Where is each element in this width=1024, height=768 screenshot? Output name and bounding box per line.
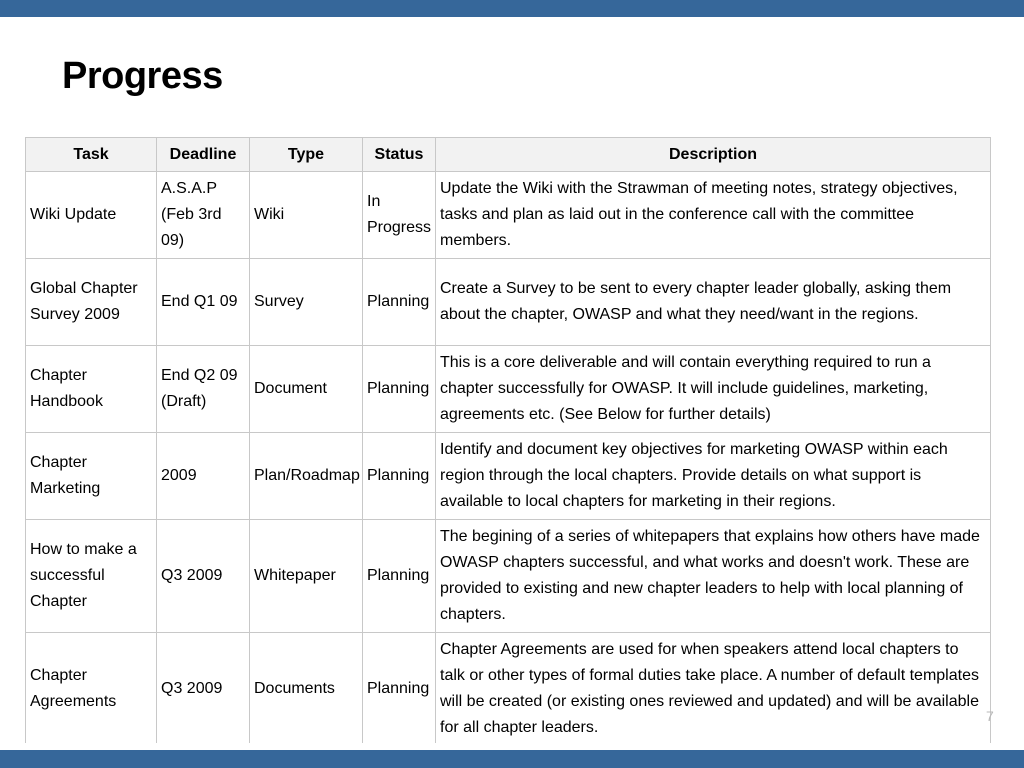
- progress-table-container: [25, 137, 991, 743]
- cell-task: Chapter Handbook: [26, 346, 157, 433]
- cell-deadline: Q3 2009: [157, 633, 250, 744]
- cell-status: Planning: [363, 633, 436, 744]
- cell-type: Whitepaper: [250, 520, 363, 633]
- header-type: Type: [250, 138, 363, 172]
- cell-task: Chapter Marketing: [26, 433, 157, 520]
- cell-description: Update the Wiki with the Strawman of meeting notes, strategy objectives, tasks and plan as laid out in the conference call with the committee members.: [436, 172, 991, 259]
- cell-deadline: Q3 2009: [157, 520, 250, 633]
- slide-title: Progress: [62, 55, 223, 97]
- bottom-banner-bar: [0, 750, 1024, 768]
- cell-deadline: A.S.A.P (Feb 3rd 09): [157, 172, 250, 259]
- cell-deadline: End Q2 09 (Draft): [157, 346, 250, 433]
- header-status: Status: [363, 138, 436, 172]
- cell-description: Create a Survey to be sent to every chapter leader globally, asking them about the chapter, OWASP and what they need/want in the regions.: [436, 259, 991, 346]
- cell-status: Planning: [363, 259, 436, 346]
- cell-task: How to make a successful Chapter: [26, 520, 157, 633]
- table-row: [26, 259, 991, 346]
- cell-type: Document: [250, 346, 363, 433]
- table-row: [26, 633, 991, 744]
- header-deadline: Deadline: [157, 138, 250, 172]
- cell-status: Planning: [363, 346, 436, 433]
- table-header-row: [26, 138, 991, 172]
- cell-task: Global Chapter Survey 2009: [26, 259, 157, 346]
- table-row: [26, 172, 991, 259]
- cell-type: Plan/Roadmap: [250, 433, 363, 520]
- cell-type: Survey: [250, 259, 363, 346]
- cell-status: Planning: [363, 520, 436, 633]
- progress-table: [25, 137, 991, 743]
- table-row: [26, 433, 991, 520]
- cell-description: Identify and document key objectives for marketing OWASP within each region through the local chapters. Provide details on what support is available to local chapters for marketing in their regions.: [436, 433, 991, 520]
- cell-task: Wiki Update: [26, 172, 157, 259]
- cell-deadline: 2009: [157, 433, 250, 520]
- top-banner-bar: [0, 0, 1024, 17]
- cell-status: Planning: [363, 433, 436, 520]
- cell-deadline: End Q1 09: [157, 259, 250, 346]
- cell-task: Chapter Agreements: [26, 633, 157, 744]
- header-description: Description: [436, 138, 991, 172]
- cell-description: Chapter Agreements are used for when speakers attend local chapters to talk or other types of formal duties take place. A number of default templates will be created (or existing ones reviewed and updated) and will be available for all chapter leaders.: [436, 633, 991, 744]
- table-row: [26, 520, 991, 633]
- cell-description: The begining of a series of whitepapers that explains how others have made OWASP chapters successful, and what works and doesn't work. These are provided to existing and new chapter leaders to help with local planning of chapters.: [436, 520, 991, 633]
- table-row: [26, 346, 991, 433]
- cell-type: Wiki: [250, 172, 363, 259]
- header-task: Task: [26, 138, 157, 172]
- cell-type: Documents: [250, 633, 363, 744]
- cell-status: In Progress: [363, 172, 436, 259]
- cell-description: This is a core deliverable and will contain everything required to run a chapter successfully for OWASP. It will include guidelines, marketing, agreements etc. (See Below for further details): [436, 346, 991, 433]
- page-number: 7: [986, 708, 994, 724]
